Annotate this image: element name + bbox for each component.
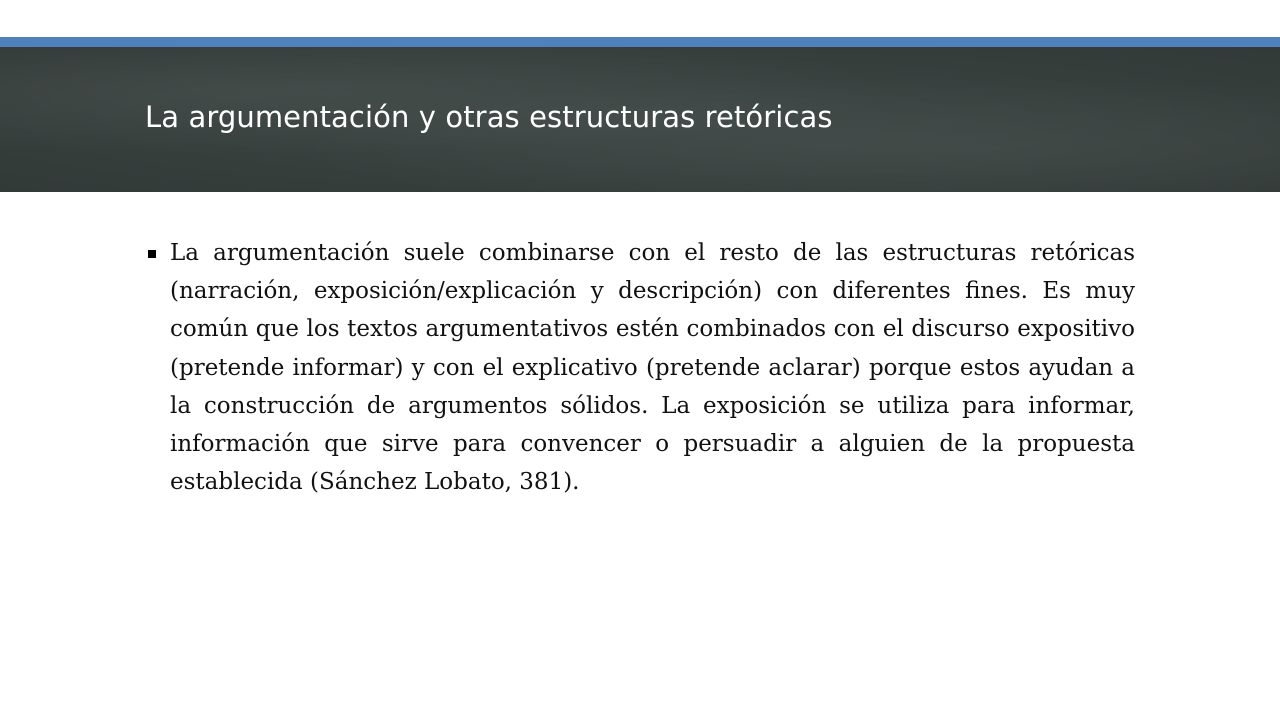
bullet-item xyxy=(145,234,1135,501)
square-bullet-icon xyxy=(148,250,156,258)
bullet-text: La argumentación suele combinarse con el resto de las estructuras retóricas (narración, exposición/explicación y descripción) con diferentes fines. Es muy común que los textos argumentativos estén combinados con el discurso expositivo (pretende informar) y con el explicativo (pretende aclarar) porque estos ayudan a la construcción de argumentos sólidos. La exposición se utiliza para informar, información que sirve para convencer o persuadir a alguien de la propuesta establecida (Sánchez Lobato, 381). xyxy=(170,240,1135,496)
slide-title: La argumentación y otras estructuras retóricas xyxy=(145,100,833,134)
bullet-list xyxy=(145,234,1135,501)
accent-bar xyxy=(0,37,1280,47)
